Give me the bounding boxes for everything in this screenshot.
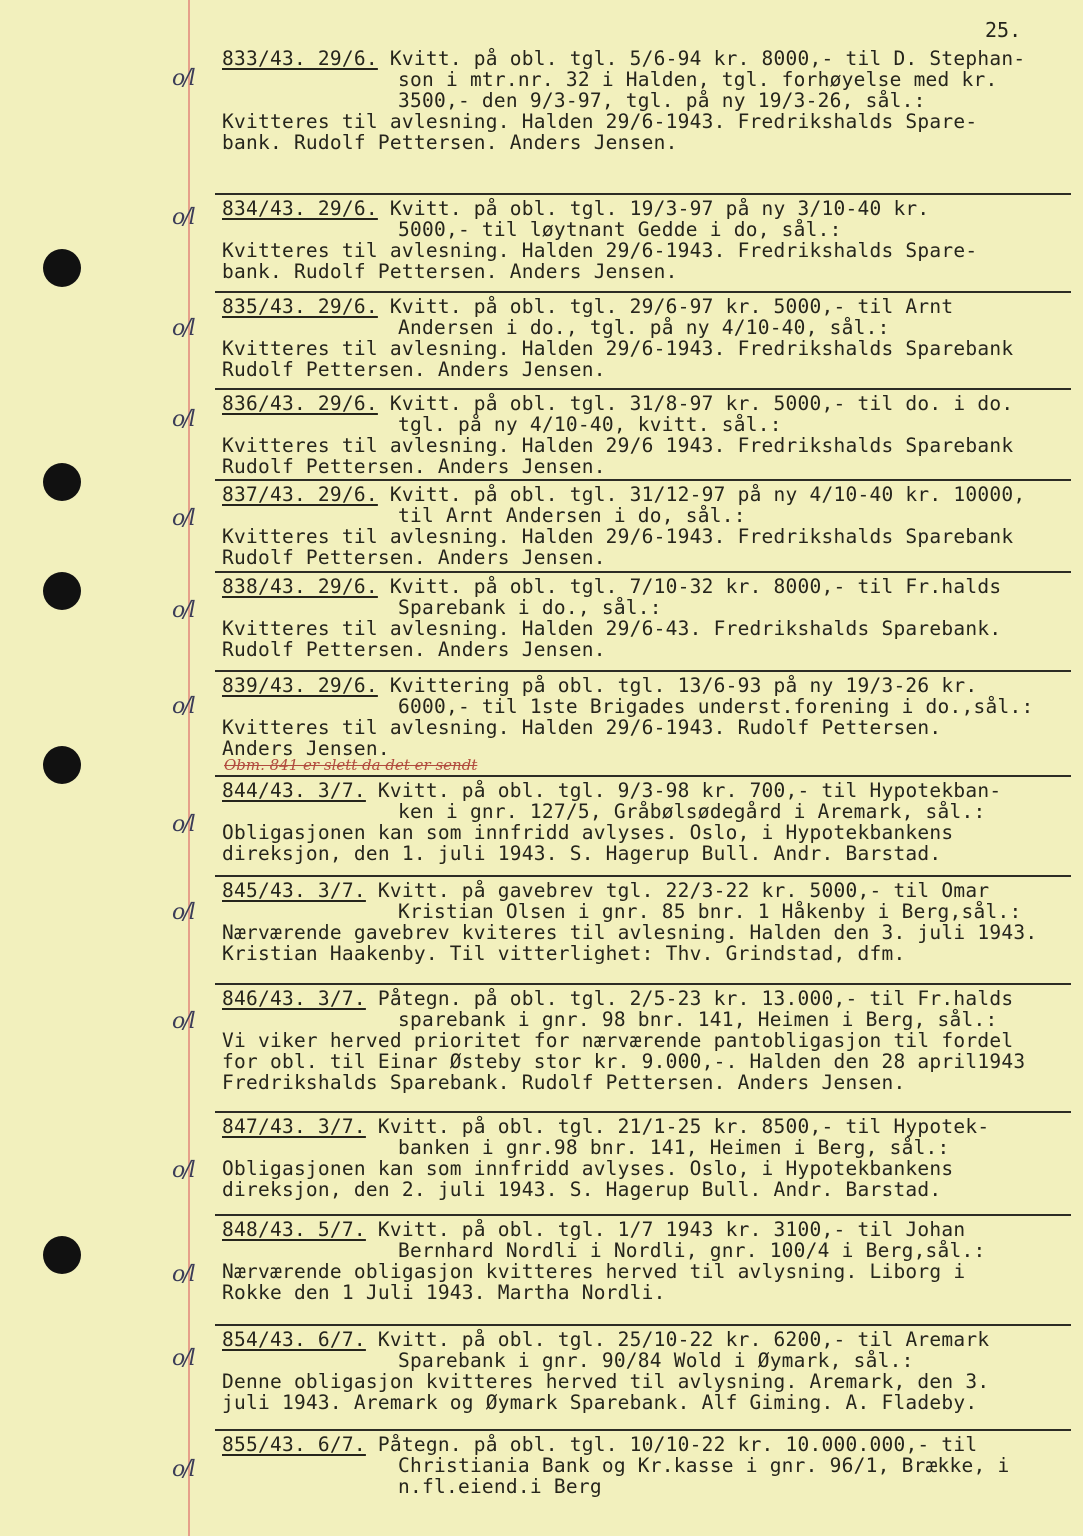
entry-continuation-line: ken i gnr. 127/5, Gråbølsødegård i Aremark, sål.: (398, 800, 986, 823)
entry-first-line (222, 296, 953, 317)
entry-first-line (222, 576, 1001, 597)
entry-separator (215, 1429, 1071, 1431)
margin-check-mark: o/l (172, 900, 194, 925)
entry-first-text: Kvitt. på obl. tgl. 25/10-22 kr. 6200,- til Aremark (365, 1328, 990, 1351)
handwritten-annotation: Obm. 841 er slett da det er sendt (224, 756, 478, 774)
entry-first-line (222, 1116, 989, 1137)
entry-separator (215, 983, 1071, 985)
entry-number-date: 834/43. 29/6. (222, 197, 378, 220)
margin-check-mark: o/l (172, 506, 194, 531)
entry-continuation-line: Sparebank i gnr. 90/84 Wold i Øymark, sål.: (398, 1349, 914, 1372)
entry-body-line: Kvitteres til avlesning. Halden 29/6-1943. Fredrikshalds Sparebank (222, 337, 1014, 360)
entry-body-line: Rudolf Pettersen. Anders Jensen. (222, 546, 606, 569)
entry-number-date: 838/43. 29/6. (222, 575, 378, 598)
entry-number-date: 839/43. 29/6. (222, 674, 378, 697)
entry-separator (215, 193, 1071, 195)
entry-continuation-line: 3500,- den 9/3-97, tgl. på ny 19/3-26, sål.: (398, 89, 926, 112)
entry-continuation-line: Sparebank i do., sål.: (398, 596, 662, 619)
margin-check-mark: o/l (172, 1009, 194, 1034)
entry-first-text: Kvitt. på gavebrev tgl. 22/3-22 kr. 5000,- til Omar (365, 879, 990, 902)
entry-first-text: Kvitt. på obl. tgl. 31/8-97 kr. 5000,- til do. i do. (377, 392, 1014, 415)
entry-body-line: Kvitteres til avlesning. Halden 29/6-43. Fredrikshalds Sparebank. (222, 617, 1002, 640)
entry-body-line: bank. Rudolf Pettersen. Anders Jensen. (222, 260, 678, 283)
entry-body-line: Nærværende obligasjon kvitteres herved til avlysning. Liborg i (222, 1260, 966, 1283)
entry-number-date: 846/43. 3/7. (222, 987, 366, 1010)
margin-check-mark: o/l (172, 598, 194, 623)
entry-continuation-line: tgl. på ny 4/10-40, kvitt. sål.: (398, 413, 782, 436)
entry-first-line (222, 675, 977, 696)
entry-first-text: Påtegn. på obl. tgl. 10/10-22 kr. 10.000.000,- til (365, 1433, 978, 1456)
entry-continuation-line: Kristian Olsen i gnr. 85 bnr. 1 Håkenby i Berg,sål.: (398, 900, 1022, 923)
entry-body-line: for obl. til Einar Østeby stor kr. 9.000,-. Halden den 28 april1943 (222, 1050, 1026, 1073)
entry-number-date: 855/43. 6/7. (222, 1433, 366, 1456)
entry-continuation-line: banken i gnr.98 bnr. 141, Heimen i Berg, sål.: (398, 1136, 950, 1159)
entry-first-text: Påtegn. på obl. tgl. 2/5-23 kr. 13.000,- til Fr.halds (365, 987, 1014, 1010)
page-number: 25. (985, 18, 1022, 42)
entry-continuation-line: 5000,- til løytnant Gedde i do, sål.: (398, 218, 842, 241)
entry-separator (215, 1214, 1071, 1216)
entry-number-date: 847/43. 3/7. (222, 1115, 366, 1138)
entry-number-date: 837/43. 29/6. (222, 483, 378, 506)
entry-separator (215, 670, 1071, 672)
entry-body-line: Rokke den 1 Juli 1943. Martha Nordli. (222, 1281, 666, 1304)
entry-separator (215, 775, 1071, 777)
punch-hole (43, 572, 81, 610)
entry-continuation-line: til Arnt Andersen i do, sål.: (398, 504, 746, 527)
entry-continuation-line: n.fl.eiend.i Berg (398, 1475, 602, 1498)
entry-first-text: Kvitt. på obl. tgl. 19/3-97 på ny 3/10-40 kr. (377, 197, 930, 220)
entry-body-line: direksjon, den 2. juli 1943. S. Hagerup Bull. Andr. Barstad. (222, 1178, 942, 1201)
margin-check-mark: o/l (172, 1346, 194, 1371)
punch-hole (43, 1236, 81, 1274)
entry-body-line: bank. Rudolf Pettersen. Anders Jensen. (222, 131, 678, 154)
margin-check-mark: o/l (172, 316, 194, 341)
entry-first-line (222, 393, 1013, 414)
entry-number-date: 844/43. 3/7. (222, 779, 366, 802)
entry-continuation-line: Bernhard Nordli i Nordli, gnr. 100/4 i Berg,sål.: (398, 1239, 986, 1262)
entry-first-line (222, 1329, 989, 1350)
entry-body-line: Kvitteres til avlesning. Halden 29/6-1943. Rudolf Pettersen. (222, 716, 942, 739)
entry-body-line: Kvitteres til avlesning. Halden 29/6-1943. Fredrikshalds Sparebank (222, 525, 1014, 548)
entry-separator (215, 875, 1071, 877)
entry-separator (215, 1111, 1071, 1113)
entry-first-text: Kvitt. på obl. tgl. 1/7 1943 kr. 3100,- til Johan (365, 1218, 966, 1241)
margin-check-mark: o/l (172, 812, 194, 837)
entry-first-line (222, 1434, 977, 1455)
entry-first-text: Kvittering på obl. tgl. 13/6-93 på ny 19/3-26 kr. (377, 674, 978, 697)
entry-number-date: 836/43. 29/6. (222, 392, 378, 415)
entry-body-line: juli 1943. Aremark og Øymark Sparebank. Alf Giming. A. Fladeby. (222, 1391, 978, 1414)
entry-continuation-line: son i mtr.nr. 32 i Halden, tgl. forhøyelse med kr. (398, 68, 998, 91)
entry-separator (215, 1324, 1071, 1326)
entry-first-line (222, 1219, 965, 1240)
entry-separator (215, 479, 1071, 481)
entry-first-text: Kvitt. på obl. tgl. 5/6-94 kr. 8000,- til D. Stephan- (377, 47, 1026, 70)
entry-body-line: direksjon, den 1. juli 1943. S. Hagerup Bull. Andr. Barstad. (222, 842, 942, 865)
margin-check-mark: o/l (172, 1262, 194, 1287)
entry-first-text: Kvitt. på obl. tgl. 9/3-98 kr. 700,- til Hypotekban- (365, 779, 1002, 802)
entry-body-line: Obligasjonen kan som innfridd avlyses. Oslo, i Hypotekbankens (222, 1157, 954, 1180)
entry-first-line (222, 780, 1001, 801)
entry-continuation-line: Andersen i do., tgl. på ny 4/10-40, sål.: (398, 316, 890, 339)
entry-first-line (222, 880, 989, 901)
margin-check-mark: o/l (172, 407, 194, 432)
entry-first-text: Kvitt. på obl. tgl. 21/1-25 kr. 8500,- til Hypotek- (365, 1115, 990, 1138)
entry-continuation-line: Christiania Bank og Kr.kasse i gnr. 96/1, Brække, i (398, 1454, 1010, 1477)
entry-first-line (222, 198, 929, 219)
margin-check-mark: o/l (172, 205, 194, 230)
entry-number-date: 833/43. 29/6. (222, 47, 378, 70)
entry-body-line: Denne obligasjon kvitteres herved til avlysning. Aremark, den 3. (222, 1370, 990, 1393)
margin-check-mark: o/l (172, 1158, 194, 1183)
entry-body-line: Kvitteres til avlesning. Halden 29/6 1943. Fredrikshalds Sparebank (222, 434, 1014, 457)
entry-number-date: 835/43. 29/6. (222, 295, 378, 318)
entry-first-text: Kvitt. på obl. tgl. 31/12-97 på ny 4/10-40 kr. 10000, (377, 483, 1026, 506)
margin-check-mark: o/l (172, 1457, 194, 1482)
entry-first-line (222, 484, 1025, 505)
entry-body-line: Rudolf Pettersen. Anders Jensen. (222, 638, 606, 661)
entry-body-line: Kristian Haakenby. Til vitterlighet: Thv. Grindstad, dfm. (222, 942, 906, 965)
entry-number-date: 848/43. 5/7. (222, 1218, 366, 1241)
margin-check-mark: o/l (172, 694, 194, 719)
entry-body-line: Anders Jensen. (222, 737, 390, 760)
entry-separator (215, 388, 1071, 390)
entry-first-text: Kvitt. på obl. tgl. 29/6-97 kr. 5000,- til Arnt (377, 295, 954, 318)
entry-body-line: Kvitteres til avlesning. Halden 29/6-1943. Fredrikshalds Spare- (222, 110, 978, 133)
entry-body-line: Nærværende gavebrev kviteres til avlesning. Halden den 3. juli 1943. (222, 921, 1038, 944)
entry-body-line: Obligasjonen kan som innfridd avlyses. Oslo, i Hypotekbankens (222, 821, 954, 844)
entry-first-line (222, 988, 1013, 1009)
punch-hole (43, 463, 81, 501)
entry-continuation-line: sparebank i gnr. 98 bnr. 141, Heimen i Berg, sål.: (398, 1008, 998, 1031)
margin-check-mark: o/l (172, 66, 194, 91)
punch-hole (43, 746, 81, 784)
entry-first-text: Kvitt. på obl. tgl. 7/10-32 kr. 8000,- til Fr.halds (377, 575, 1002, 598)
entry-first-line (222, 48, 1025, 69)
entry-separator (215, 291, 1071, 293)
entry-body-line: Kvitteres til avlesning. Halden 29/6-1943. Fredrikshalds Spare- (222, 239, 978, 262)
entry-separator (215, 571, 1071, 573)
entry-number-date: 854/43. 6/7. (222, 1328, 366, 1351)
entry-continuation-line: 6000,- til 1ste Brigades underst.forening i do.,sål.: (398, 695, 1034, 718)
entry-body-line: Vi viker herved prioritet for nærværende pantobligasjon til fordel (222, 1029, 1014, 1052)
punch-hole (43, 249, 81, 287)
margin-line (188, 0, 190, 1536)
entry-body-line: Rudolf Pettersen. Anders Jensen. (222, 358, 606, 381)
entry-body-line: Fredrikshalds Sparebank. Rudolf Pettersen. Anders Jensen. (222, 1071, 906, 1094)
entry-body-line: Rudolf Pettersen. Anders Jensen. (222, 455, 606, 478)
entry-number-date: 845/43. 3/7. (222, 879, 366, 902)
